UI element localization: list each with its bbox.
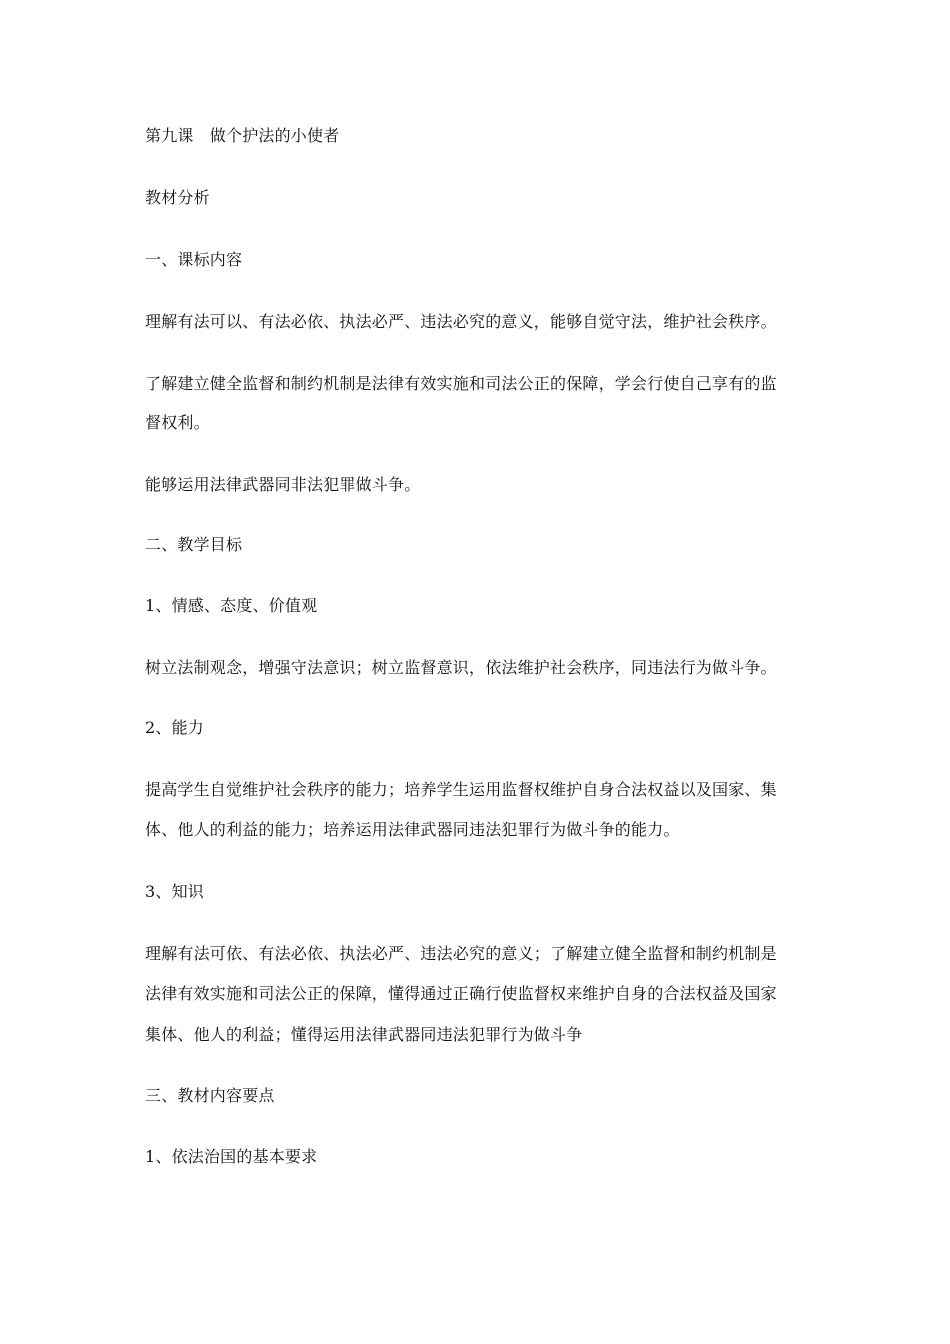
section2-item1-heading: 1、情感、态度、价值观 xyxy=(145,596,318,615)
subtitle: 教材分析 xyxy=(145,188,210,207)
section2-heading: 二、教学目标 xyxy=(145,535,243,554)
section1-paragraph-2-line-2: 督权利。 xyxy=(145,413,210,432)
section3-heading: 三、教材内容要点 xyxy=(145,1086,275,1105)
section2-item3-line-2: 法律有效实施和司法公正的保障，懂得通过正确行使监督权来维护自身的合法权益及国家 xyxy=(145,984,777,1003)
section1-paragraph-3: 能够运用法律武器同非法犯罪做斗争。 xyxy=(145,475,421,494)
section2-item2-line-2: 体、他人的利益的能力；培养运用法律武器同违法犯罪行为做斗争的能力。 xyxy=(145,820,680,839)
section1-heading: 一、课标内容 xyxy=(145,250,243,269)
section2-item3-line-3: 集体、他人的利益；懂得运用法律武器同违法犯罪行为做斗争 xyxy=(145,1025,583,1044)
lesson-title: 第九课 做个护法的小使者 xyxy=(145,126,340,145)
section2-item2-heading: 2、能力 xyxy=(145,718,204,737)
section1-paragraph-2-line-1: 了解建立健全监督和制约机制是法律有效实施和司法公正的保障，学会行使自己享有的监 xyxy=(145,374,777,393)
section1-paragraph-1: 理解有法可以、有法必依、执法必严、违法必究的意义，能够自觉守法，维护社会秩序。 xyxy=(145,312,777,331)
section2-item3-line-1: 理解有法可依、有法必依、执法必严、违法必究的意义；了解建立健全监督和制约机制是 xyxy=(145,944,777,963)
section2-item1-text: 树立法制观念，增强守法意识；树立监督意识，依法维护社会秩序，同违法行为做斗争。 xyxy=(145,658,777,677)
section2-item2-line-1: 提高学生自觉维护社会秩序的能力；培养学生运用监督权维护自身合法权益以及国家、集 xyxy=(145,780,777,799)
section3-item1-heading: 1、依法治国的基本要求 xyxy=(145,1147,318,1166)
section2-item3-heading: 3、知识 xyxy=(145,882,204,901)
